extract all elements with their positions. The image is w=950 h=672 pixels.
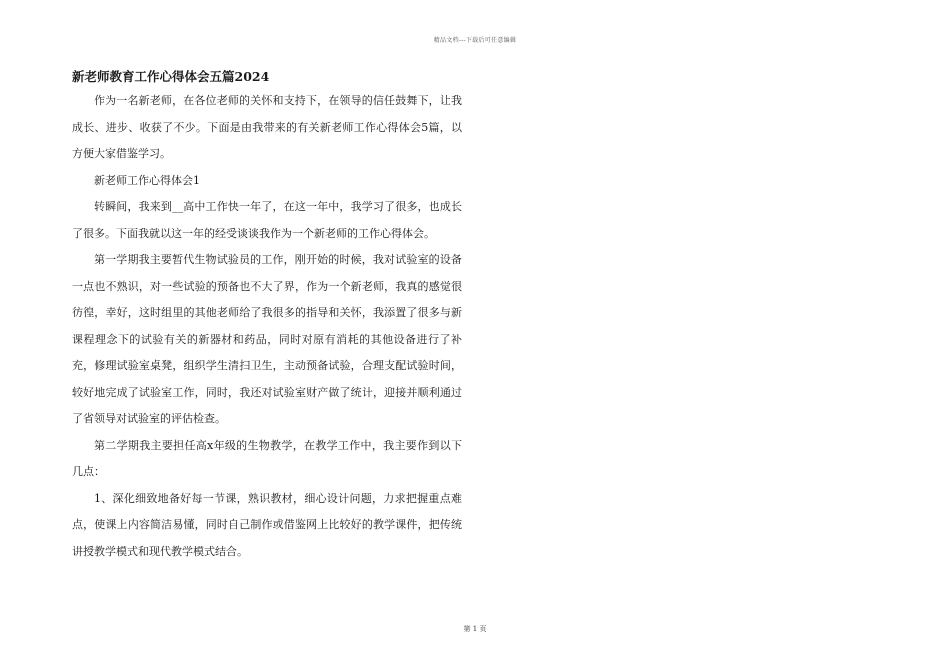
- paragraph: 第二学期我主要担任高x年级的生物教学，在教学工作中，我主要作到以下几点：: [72, 438, 462, 478]
- paragraph-intro: 作为一名新老师，在各位老师的关怀和支持下，在领导的信任鼓舞下，让我成长、进步、收获了不少。下面是由我带来的有关新老师工作心得体会5篇，以方便大家借鉴学习。: [72, 94, 462, 160]
- paragraph: 1、深化细致地备好每一节课，熟识教材，细心设计问题，力求把握重点难点，使课上内容简洁易懂，同时自己制作或借鉴网上比较好的教学课件，把传统讲授教学模式和现代教学模式结合。: [72, 491, 462, 558]
- document-body: [72, 88, 462, 565]
- paragraph: 转瞬间，我来到__高中工作快一年了，在这一年中，我学习了很多，也成长了很多。下面我就以这一年的经受谈谈我作为一个新老师的工作心得体会。: [72, 200, 462, 240]
- section-heading: 新老师工作心得体会1: [94, 173, 200, 187]
- paragraph: 第一学期我主要暂代生物试验员的工作，刚开始的时候，我对试验室的设备一点也不熟识，对一些试验的预备也不大了界，作为一个新老师，我真的感觉很彷徨，幸好，这时组里的其他老师给了我很多的指导和关怀，我添置了很多与新课程理念下的试验有关的新器材和药品，同时对原有消耗的其他设备进行了补充，修理试验室桌凳，组织学生清扫卫生，主动预备试验，合理支配试验时间，较好地完成了试验室工作，同时，我还对试验室财产做了统计，迎接并顺利通过了省领导对试验室的评估检查。: [72, 253, 462, 425]
- document-title: 新老师教育工作心得体会五篇2024: [72, 69, 270, 84]
- page-number: 第 1 页: [463, 625, 487, 633]
- header-note: 精品文档---下载后可任意编辑: [433, 37, 517, 44]
